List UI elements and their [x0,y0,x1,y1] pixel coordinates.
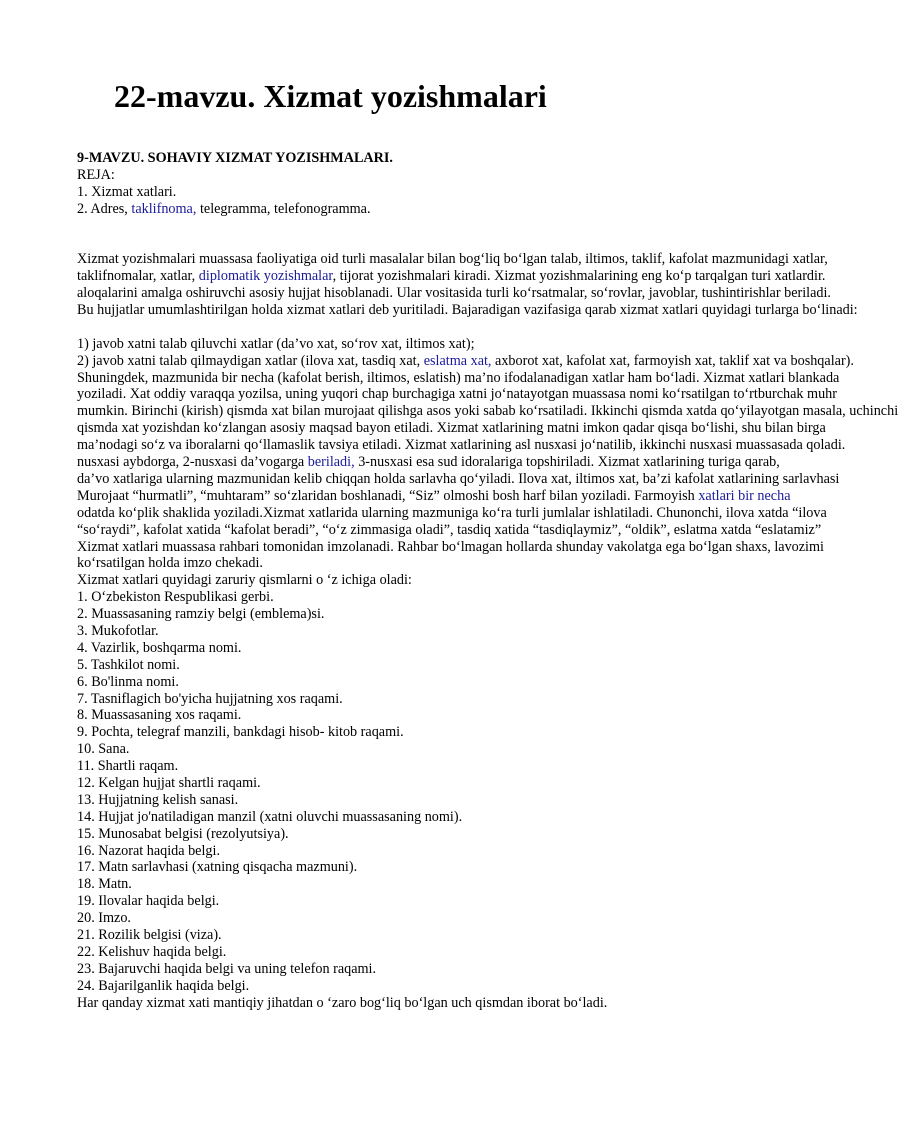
xatlari-bir-necha-link[interactable]: xatlari bir necha [698,487,791,504]
closing-sentence: Har qanday xizmat xati mantiqiy jihatdan o ‘zaro bog‘liq bo‘lgan uch qismdan iborat bo‘ladi. [77,994,608,1011]
list-item: 22. Kelishuv haqida belgi. [77,943,227,960]
plan-label: REJA: [77,166,115,183]
section-heading: 9-MAVZU. SOHAVIY XIZMAT YOZISHMALARI. [77,150,393,166]
requisites-list [77,589,800,994]
list-item: 20. Imzo. [77,910,131,927]
letter-types-line-7: ma’nodagi so‘z va iboralarni qo‘llamaslik tavsiya etiladi. Xizmat xatlarining asl nusxasi jo‘natilib, ikkinchi nusxasi muassasada qoladi. [77,437,846,454]
list-item: 5. Tashkilot nomi. [77,656,180,673]
intro-paragraph-line-2 [77,268,826,285]
list-item: 15. Munosabat belgisi (rezolyutsiya). [77,825,289,842]
letter-types-line-14: ko‘rsatilgan holda imzo chekadi. [77,555,263,572]
list-item: 4. Vazirlik, boshqarma nomi. [77,639,242,656]
intro-paragraph-line-4: Bu hujjatlar umumlashtirilgan holda xizmat xatlari deb yuritiladi. Bajaradigan vazifasiga qarab xizmat xatlari quyidagi turlarga bo‘linadi: [77,302,858,319]
intro-paragraph-text: taklifnomalar, xatlar, [77,268,199,285]
eslatma-xat-link[interactable]: eslatma xat, [423,352,492,369]
letter-types-line-10 [77,488,800,505]
spacer [77,218,800,252]
letter-types-rest: axborot xat, kafolat xat, farmoyish xat, taklif xat va boshqalar). [491,352,854,369]
letter-types-line-8 [77,454,800,471]
page-title: 22-mavzu. Xizmat yozishmalari [114,78,547,114]
intro-paragraph-rest: , tijorat yozishmalari kiradi. Xizmat yozishmalarining eng ko‘p tarqalgan turi xatlardir. [332,268,826,285]
plan-item-1: 1. Xizmat xatlari. [77,183,177,200]
letter-types-line-1: 1) javob xatni talab qiluvchi xatlar (da’vo xat, so‘rov xat, iltimos xat); [77,335,475,352]
list-item: 19. Ilovalar haqida belgi. [77,893,220,910]
document-body [77,150,898,1011]
list-item: 17. Matn sarlavhasi (xatning qisqacha mazmuni). [77,859,358,876]
list-item: 11. Shartli raqam. [77,758,179,775]
letter-types-line-4: yoziladi. Xat oddiy varaqqa yozilsa, uning yuqori chap burchagiga xatni jo‘natayotgan muassasa nomi ko‘rsatilgan to‘rtburchak muhr [77,386,838,403]
plan-item-2 [77,201,800,218]
list-item: 14. Hujjat jo'natiladigan manzil (xatni oluvchi muassasaning nomi). [77,808,463,825]
plan-item-2-text: 2. Adres, [77,200,132,217]
letter-types-line-6: qismda xat yozishdan ko‘zlangan asosiy maqsad bayon etiladi. Xizmat xatlarining matni imkon qadar qisqa bo‘lishi, shu bilan birga [77,420,826,437]
letter-types-line-3: Shuningdek, mazmunida bir necha (kafolat berish, iltimos, eslatish) ma’no ifodalanadigan xatlar ham bo‘ladi. Xizmat xatlari blankada [77,369,840,386]
list-item: 7. Tasniflagich bo'yicha hujjatning xos raqami. [77,690,343,707]
intro-paragraph-line-1: Xizmat yozishmalari muassasa faoliyatiga oid turli masalalar bilan bog‘liq bo‘lgan talab, iltimos, taklif, kafolat mazmunidagi xatlar, [77,251,828,268]
letter-types-rest: 3-nusxasi esa sud idoralariga topshiriladi. Xizmat xatlarining turiga qarab, [354,454,780,471]
letter-types-text: 2) javob xatni talab qilmaydigan xatlar (ilova xat, tasdiq xat, [77,352,424,369]
letter-types-line-11: odatda ko‘plik shaklida yoziladi.Xizmat xatlarida ularning mazmuniga ko‘ra turli jumlalar ishlatiladi. Chunonchi, ilova xatda “ilova [77,504,827,521]
list-item: 24. Bajarilganlik haqida belgi. [77,977,250,994]
letter-types-line-5: mumkin. Birinchi (kirish) qismda xat bilan murojaat qilishga asos yoki sabab ko‘rsatiladi. Ikkinchi qismda xatda qo‘yilayotgan masala, uchinchi [77,403,898,420]
list-item: 9. Pochta, telegraf manzili, bankdagi hisob- kitob raqami. [77,724,404,741]
plan-item-2-rest: telegramma, telefonogramma. [196,200,371,217]
beriladi-link[interactable]: beriladi, [307,454,355,471]
list-item: 23. Bajaruvchi haqida belgi va uning telefon raqami. [77,960,377,977]
intro-paragraph-line-3: aloqalarini amalga oshiruvchi asosiy hujjat hisoblanadi. Ular vositasida turli ko‘rsatmalar, so‘rovlar, javoblar, tushintirishlar beriladi. [77,285,831,302]
list-item: 21. Rozilik belgisi (viza). [77,926,222,943]
list-item: 6. Bo'linma nomi. [77,673,179,690]
letter-types-line-12: “so‘raydi”, kafolat xatida “kafolat beradi”, “o‘z zimmasiga oladi”, tasdiq xatida “tasdiqlaymiz”, “oldik”, eslatma xatda “eslatamiz” [77,521,822,538]
letter-types-text: nusxasi aybdorga, 2-nusxasi da’vogarga [77,454,308,471]
requisites-intro: Xizmat xatlari quyidagi zaruriy qismlarni o ‘z ichiga oladi: [77,572,412,589]
list-item: 3. Mukofotlar. [77,622,159,639]
letter-types-line-13: Xizmat xatlari muassasa rahbari tomonidan imzolanadi. Rahbar bo‘lmagan hollarda shunday vakolatga ega bo‘lgan shaxs, lavozimi [77,538,824,555]
letter-types-text: Murojaat “hurmatli”, “muhtaram” so‘zlaridan boshlanadi, “Siz” olmoshi bosh harf bilan yoziladi. Farmoyish [77,487,699,504]
diplomatik-yozishmalar-link[interactable]: diplomatik yozishmalar [198,268,333,285]
spacer [77,319,800,336]
list-item: 12. Kelgan hujjat shartli raqami. [77,774,261,791]
list-item: 10. Sana. [77,741,130,758]
taklifnoma-link[interactable]: taklifnoma, [131,200,197,217]
list-item: 2. Muassasaning ramziy belgi (emblema)si. [77,606,325,623]
list-item: 18. Matn. [77,876,132,893]
letter-types-line-2 [77,352,854,370]
letter-types-line-9: da’vo xatlariga ularning mazmunidan kelib chiqqan holda sarlavha qo‘yiladi. Ilova xat, iltimos xat, ba’zi kafolat xatlarining sarlavhasi [77,470,840,487]
list-item: 8. Muassasaning xos raqami. [77,707,242,724]
list-item: 1. O‘zbekiston Respublikasi gerbi. [77,589,274,606]
list-item: 13. Hujjatning kelish sanasi. [77,791,239,808]
list-item: 16. Nazorat haqida belgi. [77,842,221,859]
